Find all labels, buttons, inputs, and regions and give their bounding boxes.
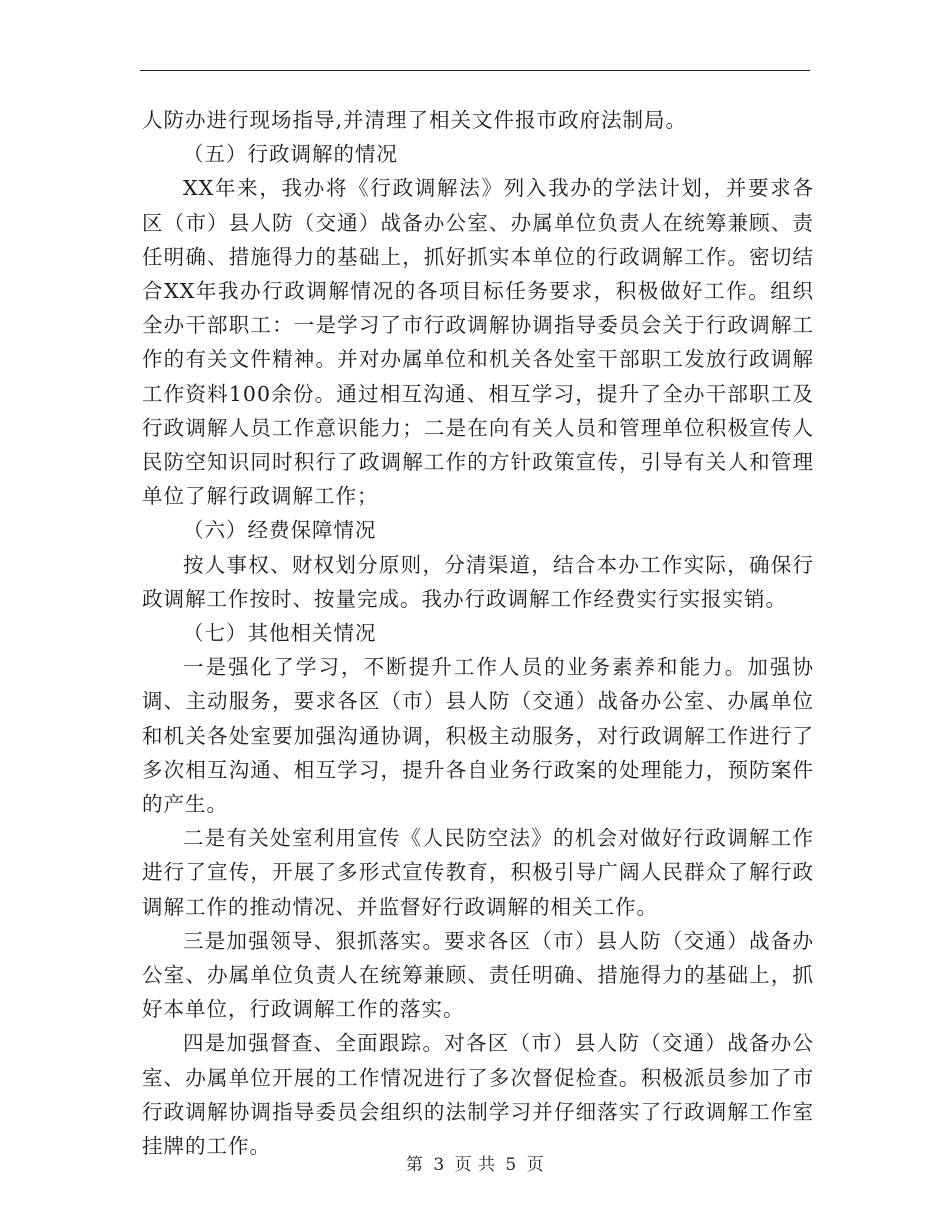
- section-heading-6: （六）经费保障情况: [183, 518, 377, 543]
- footer-suffix: 页: [526, 1155, 545, 1175]
- page-footer: [0, 1150, 950, 1175]
- header-rule: [140, 70, 810, 71]
- total-page-count: 5: [505, 1155, 517, 1175]
- document-body: [142, 103, 814, 1163]
- section-heading-5: （五）行政调解的情况: [183, 142, 398, 167]
- section-heading-7: （七）其他相关情况: [183, 621, 377, 646]
- footer-middle: 页 共: [454, 1155, 496, 1175]
- paragraph: 按人事权、财权划分原则，分清渠道，结合本办工作实际，确保行政调解工作按时、按量完成。我办行政调解工作经费实行实报实销。: [142, 552, 814, 611]
- paragraph-continuation: 人防办进行现场指导,并清理了相关文件报市政府法制局。: [142, 108, 688, 132]
- paragraph: 二是有关处室利用宣传《人民防空法》的机会对做好行政调解工作进行了宣传，开展了多形式宣传教育，积极引导广阔人民群众了解行政调解工作的推动情况、并监督好行政调解的相关工作。: [142, 826, 814, 919]
- current-page-number: 3: [433, 1155, 445, 1175]
- paragraph: 四是加强督查、全面跟踪。对各区（市）县人防（交通）战备办公室、办属单位开展的工作情况进行了多次督促检查。积极派员参加了市行政调解协调指导委员会组织的法制学习并仔细落实了行政调解工作室挂牌的工作。: [142, 1031, 814, 1159]
- footer-prefix: 第: [405, 1155, 424, 1175]
- paragraph: 一是强化了学习，不断提升工作人员的业务素养和能力。加强协调、主动服务，要求各区（市）县人防（交通）战备办公室、办属单位和机关各处室要加强沟通协调，积极主动服务，对行政调解工作进行了多次相互沟通、相互学习，提升各自业务行政案的处理能力，预防案件的产生。: [142, 655, 814, 817]
- paragraph: XX年来，我办将《行政调解法》列入我办的学法计划，并要求各区（市）县人防（交通）战备办公室、办属单位负责人在统筹兼顾、责任明确、措施得力的基础上，抓好抓实本单位的行政调解工作。密切结合XX年我办行政调解情况的各项目标任务要求，积极做好工作。组织全办干部职工：一是学习了市行政调解协调指导委员会关于行政调解工作的有关文件精神。并对办属单位和机关各处室干部职工发放行政调解工作资料100余份。通过相互沟通、相互学习，提升了全办干部职工及行政调解人员工作意识能力；二是在向有关人员和管理单位积极宣传人民防空知识同时积行了政调解工作的方针政策宣传，引导有关人和管理单位了解行政调解工作；: [142, 176, 814, 509]
- paragraph: 三是加强领导、狠抓落实。要求各区（市）县人防（交通）战备办公室、办属单位负责人在统筹兼顾、责任明确、措施得力的基础上，抓好本单位，行政调解工作的落实。: [142, 928, 814, 1022]
